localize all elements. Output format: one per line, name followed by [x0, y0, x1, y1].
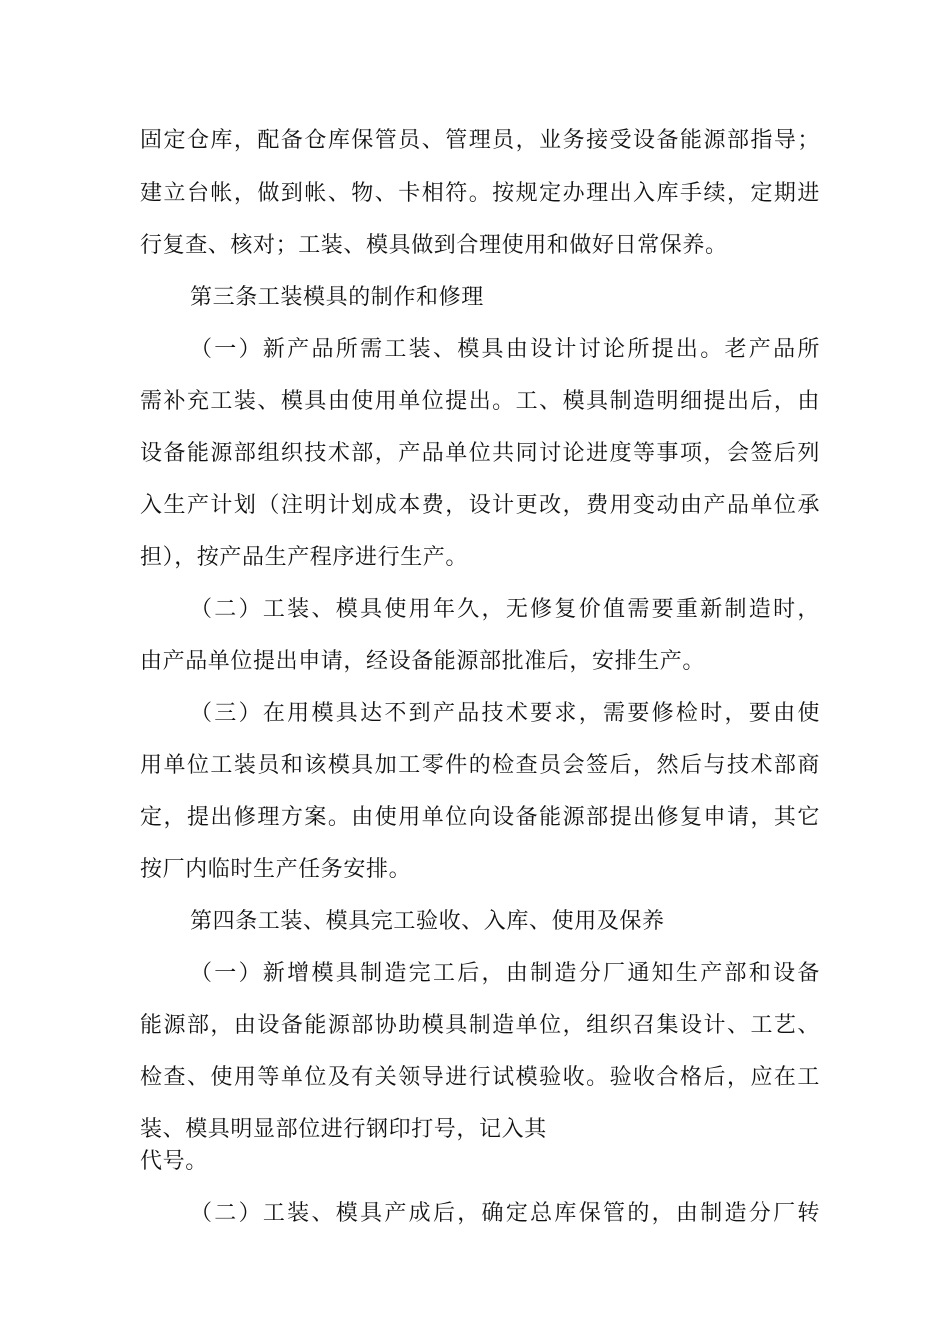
text-line: 建立台帐，做到帐、物、卡相符。按规定办理出入库手续，定期进: [140, 181, 820, 206]
text-line: 定，提出修理方案。由使用单位向设备能源部提出修复申请，其它: [140, 805, 820, 830]
text-line: 担），按产品生产程序进行生产。: [140, 545, 469, 570]
text-line: 固定仓库，配备仓库保管员、管理员，业务接受设备能源部指导；: [140, 128, 820, 153]
section-heading: 第四条工装、模具完工验收、入库、使用及保养: [190, 909, 665, 934]
text-line: 行复查、核对；工装、模具做到合理使用和做好日常保养。: [140, 233, 728, 258]
section-heading: 第三条工装模具的制作和修理: [190, 285, 484, 310]
text-line: 设备能源部组织技术部，产品单位共同讨论进度等事项，会签后列: [140, 441, 820, 466]
text-line: 检查、使用等单位及有关领导进行试模验收。验收合格后，应在工: [140, 1065, 820, 1090]
text-line: 代号。: [140, 1149, 208, 1174]
text-line: 能源部，由设备能源部协助模具制造单位，组织召集设计、工艺、: [140, 1013, 820, 1038]
text-line: （一）新增模具制造完工后，由制造分厂通知生产部和设备: [190, 961, 820, 986]
text-line: 由产品单位提出申请，经设备能源部批准后，安排生产。: [140, 649, 706, 674]
text-line: 入生产计划（注明计划成本费，设计更改，费用变动由产品单位承: [140, 493, 820, 518]
text-line: 按厂内临时生产任务安排。: [140, 857, 412, 882]
text-line: （三）在用模具达不到产品技术要求，需要修检时，要由使: [190, 701, 820, 726]
text-line: （二）工装、模具使用年久，无修复价值需要重新制造时，: [190, 597, 820, 622]
text-line: 需补充工装、模具由使用单位提出。工、模具制造明细提出后，由: [140, 389, 820, 414]
text-line: （二）工装、模具产成后，确定总库保管的，由制造分厂转: [190, 1201, 820, 1226]
text-line: 用单位工装员和该模具加工零件的检查员会签后，然后与技术部商: [140, 753, 820, 778]
text-line: （一）新产品所需工装、模具由设计讨论所提出。老产品所: [190, 337, 820, 362]
text-line: 装、模具明显部位进行钢印打号，记入其: [140, 1117, 547, 1142]
